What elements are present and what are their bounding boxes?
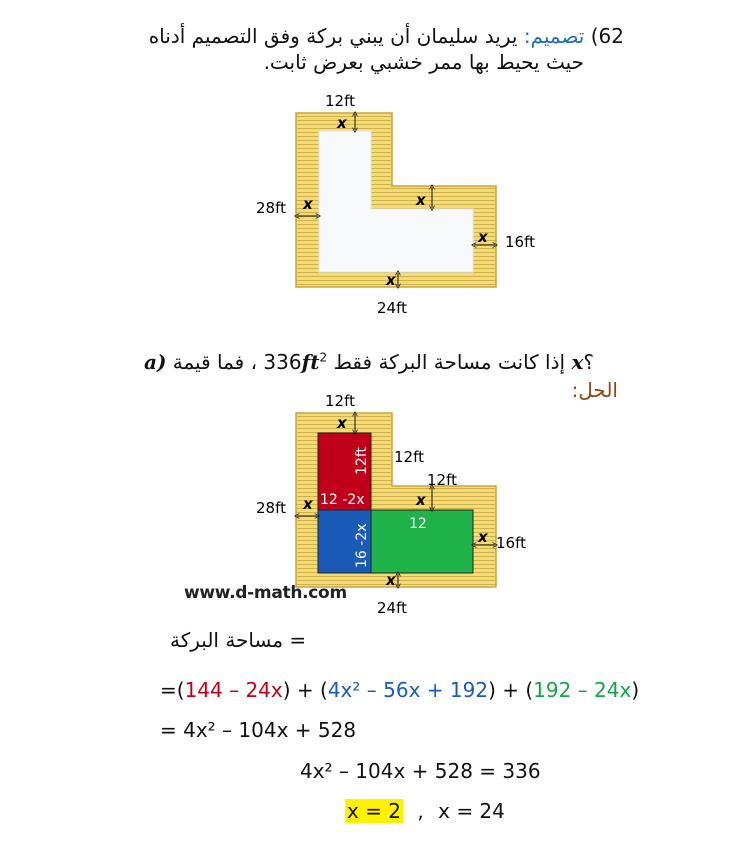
part-a-label: a) — [143, 350, 167, 374]
solution-line-1 — [160, 678, 639, 702]
line1-prefix: =( — [160, 678, 185, 702]
fig1-left-label: 28ft — [256, 199, 286, 217]
part-a-qmark: ؟ — [583, 350, 594, 374]
solution-answer — [345, 799, 505, 823]
area-value: 336 — [263, 350, 302, 374]
fig2-left-label: 28ft — [256, 499, 286, 517]
problem-keyword: تصميم: — [523, 24, 585, 48]
fig1-x-top: x — [337, 114, 347, 132]
part-a-text-after: ، فما قيمة — [172, 350, 258, 374]
fig1-top-label: 12ft — [325, 92, 355, 110]
part-a-question — [144, 350, 594, 374]
red-horizontal-label: 12 -2x — [320, 492, 365, 508]
fig2-x-top: x — [337, 414, 347, 432]
fig2-top-label: 12ft — [325, 392, 355, 410]
solution-label: الحل: — [571, 378, 618, 402]
fig2-right-label: 16ft — [496, 534, 526, 552]
line1-sep1: ) + ( — [282, 678, 328, 702]
watermark: www.d-math.com — [184, 583, 347, 603]
fig2-x-right: x — [478, 528, 488, 546]
area-unit: ft — [301, 350, 320, 374]
fig1-x-left: x — [303, 195, 313, 213]
fig2-bottom-label: 24ft — [377, 599, 407, 617]
fig1-bottom-label: 24ft — [377, 299, 407, 317]
line1-sep2: ) + ( — [488, 678, 534, 702]
problem-number: 62) — [590, 24, 624, 48]
line1-green-term: 192 – 24x — [533, 678, 632, 702]
fig1-x-step: x — [416, 191, 426, 209]
blue-vertical-label: 16 -2x — [354, 523, 370, 568]
fig1-x-bottom: x — [386, 271, 396, 289]
answer-separator: , — [417, 799, 424, 823]
part-a-var: x — [571, 350, 584, 374]
fig2-x-left: x — [303, 495, 313, 513]
fig2-inner-right-label: 12ft — [394, 448, 424, 466]
part-a-area — [263, 350, 327, 374]
problem-line-2: حيث يحيط بها ممر خشبي بعرض ثابت. — [263, 50, 584, 74]
problem-line-1 — [149, 24, 624, 48]
line1-blue-term: 4x² – 56x + 192 — [327, 678, 489, 702]
solution-line-2: = 4x² – 104x + 528 — [160, 718, 357, 742]
line1-red-term: 144 – 24x — [184, 678, 283, 702]
part-a-text-before: إذا كانت مساحة البركة فقط — [333, 350, 566, 374]
solution-line-3: 4x² – 104x + 528 = 336 — [300, 759, 541, 783]
area-title: = مساحة البركة — [170, 628, 307, 652]
fig2-x-step: x — [416, 491, 426, 509]
answer-other: x = 24 — [438, 799, 505, 823]
area-exponent: 2 — [319, 350, 328, 365]
fig2-step-label: 12ft — [427, 471, 457, 489]
fig2-x-bottom: x — [386, 571, 396, 589]
green-label: 12 — [409, 516, 427, 532]
problem-text: يريد سليمان أن يبني بركة وفق التصميم أدناه — [148, 24, 518, 48]
red-vertical-label: 12ft — [354, 447, 370, 475]
fig1-right-label: 16ft — [505, 233, 535, 251]
figure-1 — [240, 85, 540, 325]
answer-highlight: x = 2 — [347, 799, 402, 823]
fig1-x-right: x — [478, 228, 488, 246]
line1-suffix: ) — [631, 678, 640, 702]
